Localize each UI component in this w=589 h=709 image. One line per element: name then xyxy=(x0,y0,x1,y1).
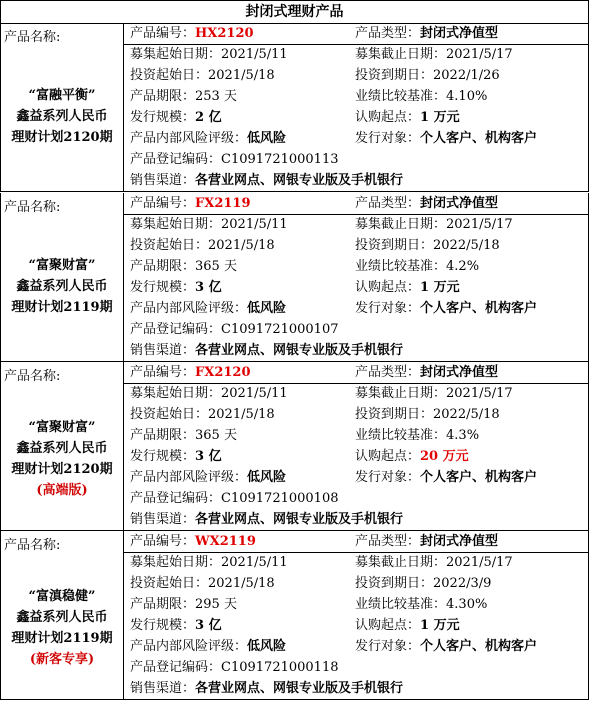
product-block-3 xyxy=(0,362,589,531)
scale: 3 亿 xyxy=(195,618,222,633)
raise-end-label: 募集截止日期： xyxy=(355,47,447,62)
product-name-label: 产品名称: xyxy=(4,369,61,384)
product-name-line-2: 鑫益系列人民币 xyxy=(16,279,108,294)
benchmark-label: 业绩比较基准： xyxy=(355,428,447,443)
risk-label: 产品内部风险评级： xyxy=(130,131,248,146)
min-buy-label: 认购起点： xyxy=(355,449,421,464)
target-label: 发行对象： xyxy=(355,470,421,485)
product-name-label: 产品名称: xyxy=(4,538,61,553)
invest-end: 2022/5/18 xyxy=(433,407,500,422)
product-code: HX2120 xyxy=(195,26,254,41)
benchmark: 4.30% xyxy=(446,597,488,612)
raise-start-label: 募集起始日期： xyxy=(130,217,222,232)
channel: 各营业网点、网银专业版及手机银行 xyxy=(195,173,404,188)
reg-label: 产品登记编码： xyxy=(130,322,222,337)
product-name-label: 产品名称: xyxy=(4,30,61,45)
scale-label: 发行规模： xyxy=(130,449,196,464)
raise-start: 2021/5/11 xyxy=(221,47,288,62)
target: 个人客户、机构客户 xyxy=(420,131,538,146)
invest-end-label: 投资到期日： xyxy=(355,68,434,83)
reg-code: C1091721000113 xyxy=(221,152,339,167)
type-label: 产品类型： xyxy=(355,196,421,211)
product-name-line-2: 鑫益系列人民币 xyxy=(16,441,108,456)
product-name-line-3: 理财计划2120期 xyxy=(11,130,113,145)
invest-start: 2021/5/18 xyxy=(208,68,275,83)
raise-start: 2021/5/11 xyxy=(221,217,288,232)
term: 365 天 xyxy=(195,259,237,274)
raise-start-label: 募集起始日期： xyxy=(130,386,222,401)
product-details xyxy=(124,23,588,191)
product-type: 封闭式净值型 xyxy=(420,26,499,41)
product-block-1 xyxy=(0,23,589,192)
channel-label: 销售渠道： xyxy=(130,343,196,358)
invest-end-label: 投资到期日： xyxy=(355,576,434,591)
reg-label: 产品登记编码： xyxy=(130,491,222,506)
scale: 2 亿 xyxy=(195,110,222,125)
raise-start: 2021/5/11 xyxy=(221,555,288,570)
min-buy-label: 认购起点： xyxy=(355,110,421,125)
code-label: 产品编号： xyxy=(130,534,196,549)
reg-code: C1091721000108 xyxy=(221,491,339,506)
invest-end: 2022/3/9 xyxy=(433,576,492,591)
target: 个人客户、机构客户 xyxy=(420,301,538,316)
product-name-line-2: 鑫益系列人民币 xyxy=(16,610,108,625)
reg-label: 产品登记编码： xyxy=(130,660,222,675)
scale: 3 亿 xyxy=(195,280,222,295)
product-name-line-2: 鑫益系列人民币 xyxy=(16,109,108,124)
risk-label: 产品内部风险评级： xyxy=(130,639,248,654)
reg-code: C1091721000118 xyxy=(221,660,339,675)
product-name-line-1: “富融平衡” xyxy=(28,88,96,103)
risk-label: 产品内部风险评级： xyxy=(130,470,248,485)
min-buy-label: 认购起点： xyxy=(355,280,421,295)
product-name-line-1: “富滇稳健” xyxy=(28,589,96,604)
invest-start-label: 投资起始日： xyxy=(130,407,209,422)
product-name-cell xyxy=(1,362,124,530)
product-edition-note: (高端版) xyxy=(36,483,88,498)
product-details xyxy=(124,193,588,361)
raise-end-label: 募集截止日期： xyxy=(355,555,447,570)
benchmark-label: 业绩比较基准： xyxy=(355,89,447,104)
benchmark-label: 业绩比较基准： xyxy=(355,259,447,274)
term: 365 天 xyxy=(195,428,237,443)
product-name-cell xyxy=(1,193,124,361)
invest-start: 2021/5/18 xyxy=(208,576,275,591)
term-label: 产品期限： xyxy=(130,597,196,612)
type-label: 产品类型： xyxy=(355,534,421,549)
raise-end: 2021/5/17 xyxy=(446,217,513,232)
min-buy: 20 万元 xyxy=(420,449,469,464)
channel: 各营业网点、网银专业版及手机银行 xyxy=(195,512,404,527)
channel-label: 销售渠道： xyxy=(130,173,196,188)
invest-end-label: 投资到期日： xyxy=(355,238,434,253)
product-type: 封闭式净值型 xyxy=(420,196,499,211)
benchmark: 4.3% xyxy=(446,428,480,443)
benchmark: 4.2% xyxy=(446,259,480,274)
risk: 低风险 xyxy=(247,470,287,485)
reg-code: C1091721000107 xyxy=(221,322,339,337)
raise-start: 2021/5/11 xyxy=(221,386,288,401)
term: 253 天 xyxy=(195,89,237,104)
scale-label: 发行规模： xyxy=(130,280,196,295)
min-buy: 1 万元 xyxy=(420,280,460,295)
product-code: FX2120 xyxy=(195,365,251,380)
product-edition-note: (新客专享) xyxy=(29,652,95,667)
raise-end: 2021/5/17 xyxy=(446,47,513,62)
channel: 各营业网点、网银专业版及手机银行 xyxy=(195,681,404,696)
scale: 3 亿 xyxy=(195,449,222,464)
page-title: 封闭式理财产品 xyxy=(0,0,589,24)
product-code: WX2119 xyxy=(195,534,256,549)
benchmark: 4.10% xyxy=(446,89,488,104)
raise-end: 2021/5/17 xyxy=(446,555,513,570)
min-buy-label: 认购起点： xyxy=(355,618,421,633)
target-label: 发行对象： xyxy=(355,639,421,654)
type-label: 产品类型： xyxy=(355,365,421,380)
invest-start: 2021/5/18 xyxy=(208,407,275,422)
term-label: 产品期限： xyxy=(130,259,196,274)
term-label: 产品期限： xyxy=(130,428,196,443)
term-label: 产品期限： xyxy=(130,89,196,104)
reg-label: 产品登记编码： xyxy=(130,152,222,167)
benchmark-label: 业绩比较基准： xyxy=(355,597,447,612)
invest-end: 2022/5/18 xyxy=(433,238,500,253)
raise-end-label: 募集截止日期： xyxy=(355,217,447,232)
raise-start-label: 募集起始日期： xyxy=(130,555,222,570)
invest-start-label: 投资起始日： xyxy=(130,238,209,253)
min-buy: 1 万元 xyxy=(420,110,460,125)
invest-start: 2021/5/18 xyxy=(208,238,275,253)
product-block-4 xyxy=(0,531,589,700)
risk-label: 产品内部风险评级： xyxy=(130,301,248,316)
product-type: 封闭式净值型 xyxy=(420,365,499,380)
product-name-line-3: 理财计划2119期 xyxy=(11,631,113,646)
product-name-line-3: 理财计划2119期 xyxy=(11,300,113,315)
invest-end-label: 投资到期日： xyxy=(355,407,434,422)
product-name-cell xyxy=(1,531,124,699)
risk: 低风险 xyxy=(247,639,287,654)
type-label: 产品类型： xyxy=(355,26,421,41)
invest-end: 2022/1/26 xyxy=(433,68,500,83)
code-label: 产品编号： xyxy=(130,365,196,380)
target: 个人客户、机构客户 xyxy=(420,639,538,654)
invest-start-label: 投资起始日： xyxy=(130,576,209,591)
invest-start-label: 投资起始日： xyxy=(130,68,209,83)
product-name-label: 产品名称: xyxy=(4,200,61,215)
min-buy: 1 万元 xyxy=(420,618,460,633)
risk: 低风险 xyxy=(247,301,287,316)
product-details xyxy=(124,531,588,699)
target-label: 发行对象： xyxy=(355,301,421,316)
product-name-cell xyxy=(1,23,124,191)
raise-end: 2021/5/17 xyxy=(446,386,513,401)
target: 个人客户、机构客户 xyxy=(420,470,538,485)
term: 295 天 xyxy=(195,597,237,612)
scale-label: 发行规模： xyxy=(130,110,196,125)
raise-start-label: 募集起始日期： xyxy=(130,47,222,62)
raise-end-label: 募集截止日期： xyxy=(355,386,447,401)
target-label: 发行对象： xyxy=(355,131,421,146)
channel: 各营业网点、网银专业版及手机银行 xyxy=(195,343,404,358)
risk: 低风险 xyxy=(247,131,287,146)
product-block-2 xyxy=(0,193,589,362)
product-type: 封闭式净值型 xyxy=(420,534,499,549)
scale-label: 发行规模： xyxy=(130,618,196,633)
product-code: FX2119 xyxy=(195,196,251,211)
product-name-line-1: “富聚财富” xyxy=(28,258,96,273)
product-name-line-3: 理财计划2120期 xyxy=(11,462,113,477)
product-name-line-1: “富聚财富” xyxy=(28,420,96,435)
channel-label: 销售渠道： xyxy=(130,681,196,696)
product-details xyxy=(124,362,588,530)
channel-label: 销售渠道： xyxy=(130,512,196,527)
code-label: 产品编号： xyxy=(130,196,196,211)
code-label: 产品编号： xyxy=(130,26,196,41)
